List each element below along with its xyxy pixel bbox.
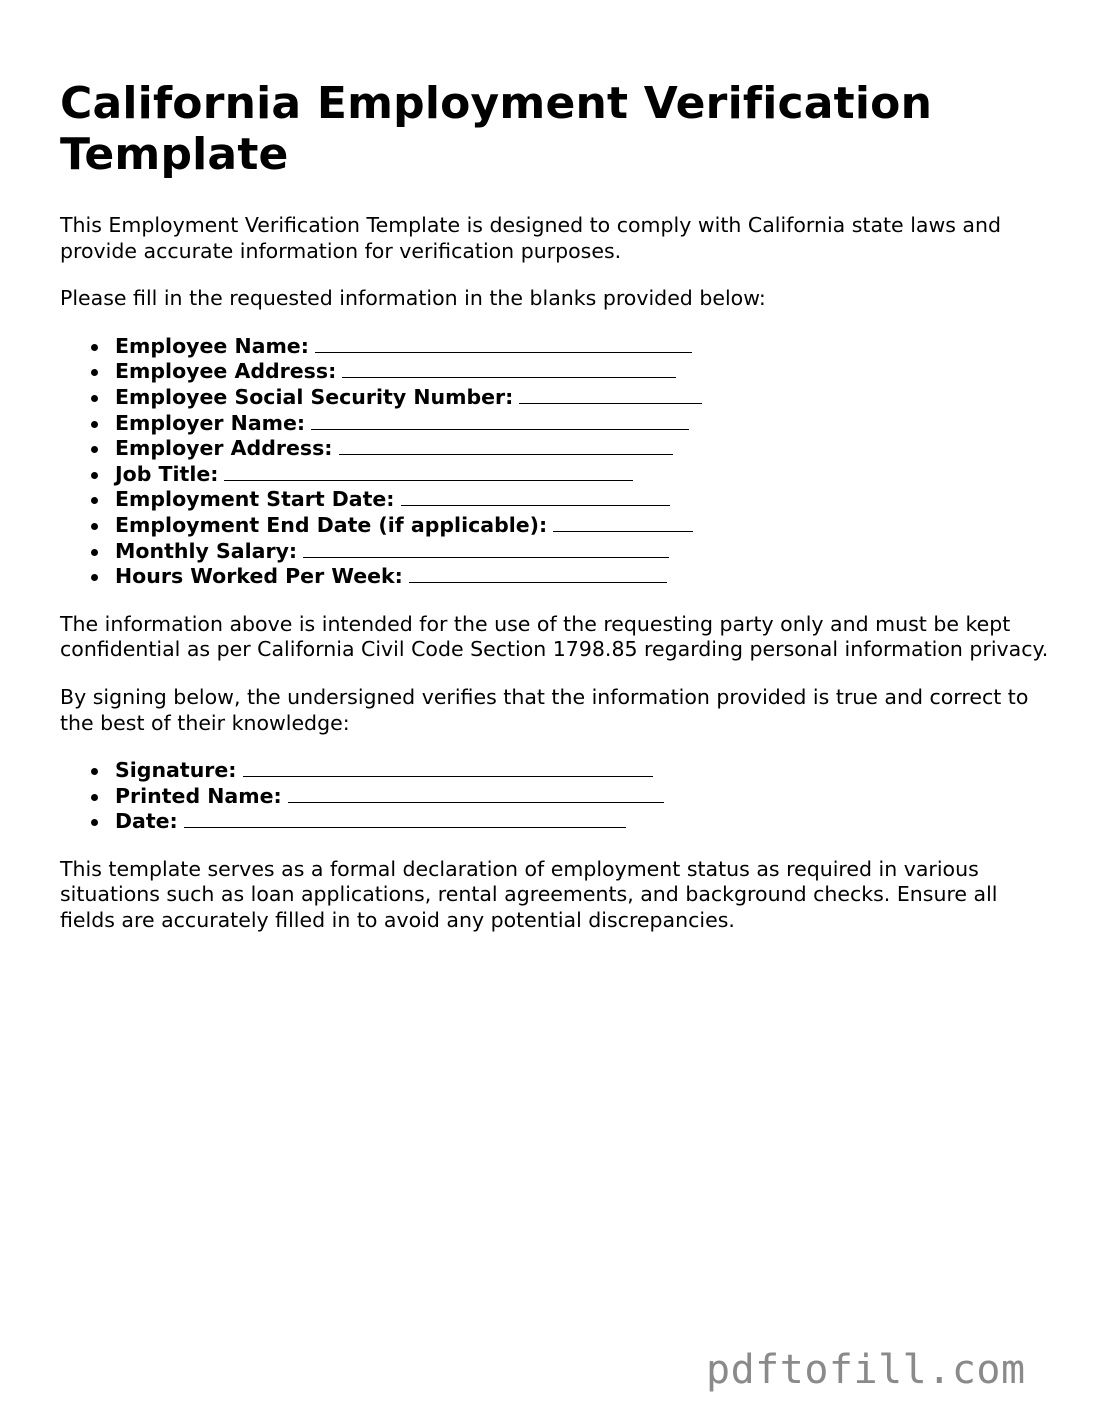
field-label: Employer Address: [115,436,333,461]
document-page [60,78,1050,934]
employee-address-blank[interactable] [342,360,676,378]
watermark-text: pdftofill.com [706,1347,1026,1393]
field-end-date [115,513,1050,539]
field-label: Signature: [115,758,237,783]
end-date-blank[interactable] [553,514,693,532]
employer-address-blank[interactable] [339,437,673,455]
printed-name-blank[interactable] [288,785,664,803]
field-monthly-salary [115,539,1050,565]
field-printed-name [115,784,1050,810]
employment-fields-list [60,334,1050,590]
date-blank[interactable] [184,810,626,828]
field-date [115,809,1050,835]
hours-per-week-blank[interactable] [409,565,667,583]
start-date-blank[interactable] [401,488,670,506]
employer-name-blank[interactable] [311,412,689,430]
field-label: Employment Start Date: [115,487,395,512]
intro-paragraph: This Employment Verification Template is designed to comply with California state laws and provide accurate information for verification purposes. [60,213,1001,263]
field-hours-per-week [115,564,1050,590]
employee-name-blank[interactable] [315,335,692,353]
field-label: Employee Address: [115,359,337,384]
field-employee-ssn [115,385,1050,411]
monthly-salary-blank[interactable] [303,540,669,558]
signature-fields-list [60,758,1050,835]
field-employee-name [115,334,1050,360]
field-employer-name [115,411,1050,437]
job-title-blank[interactable] [224,463,633,481]
field-label: Employer Name: [115,410,306,435]
field-label: Monthly Salary: [115,538,298,563]
instructions-paragraph: Please fill in the requested information in the blanks provided below: [60,286,766,311]
field-label: Hours Worked Per Week: [115,564,403,589]
field-job-title [115,462,1050,488]
employee-ssn-blank[interactable] [519,386,702,404]
field-employer-address [115,436,1050,462]
confidentiality-paragraph: The information above is intended for the use of the requesting party only and must be kept confidential as per California Civil Code Section 1798.85 regarding personal information privacy. [60,611,1049,662]
field-employee-address [115,359,1050,385]
signature-blank[interactable] [243,759,653,777]
field-label: Employee Name: [115,333,309,358]
document-title: California Employment Verification Template [60,78,933,180]
field-signature [115,758,1050,784]
field-label: Printed Name: [115,783,282,808]
field-label: Employment End Date (if applicable): [115,512,548,537]
field-label: Employee Social Security Number: [115,384,514,409]
signing-statement: By signing below, the undersigned verifies that the information provided is true and correct to the best of their knowledge: [60,684,1029,735]
field-start-date [115,487,1050,513]
field-label: Job Title: [115,461,219,486]
closing-paragraph: This template serves as a formal declaration of employment status as required in various situations such as loan applications, rental agreements, and background checks. Ensure all fields are accurately filled in to avoid any potential discrepancies. [60,856,998,933]
field-label: Date: [115,809,178,834]
